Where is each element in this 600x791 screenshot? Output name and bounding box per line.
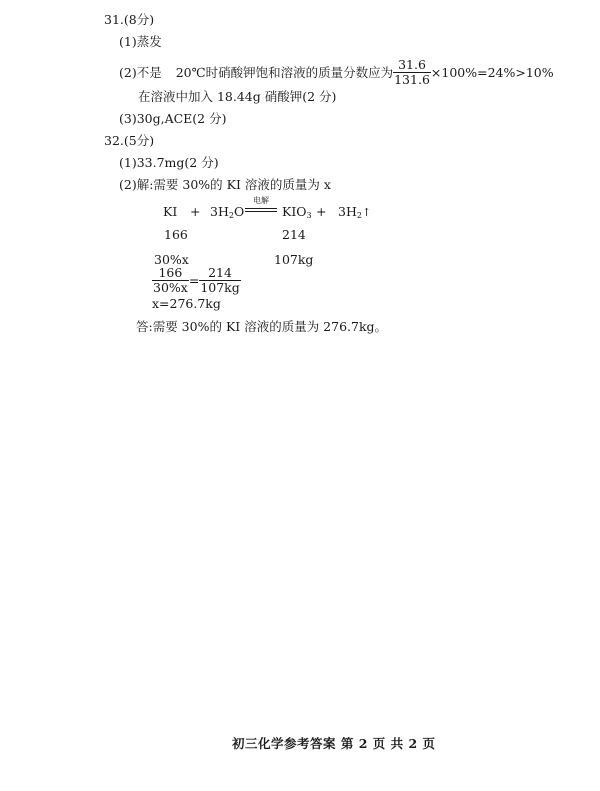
q32-part2: (2)解:需要 30%的 KI 溶液的质量为 x [119, 177, 331, 192]
q31-header: 31.(8分) [104, 12, 155, 27]
q32-part1: (1)33.7mg(2 分) [119, 155, 219, 170]
eq-plus-2: + [316, 204, 327, 219]
q31-part2-suffix: ×100%=24%>10% [430, 64, 554, 80]
page-footer: 初三化学参考答案 第 2 页 共 2 页 [232, 736, 436, 751]
q31-part2-main: 20℃时硝酸钾饱和溶液的质量分数应为 [175, 64, 394, 80]
result-line: x=276.7kg [152, 296, 221, 311]
q31-fraction [393, 58, 431, 88]
eq-condition-label: 电解 [253, 196, 269, 205]
gas-arrow-icon: ↑ [361, 206, 372, 219]
q31-part2 [119, 58, 554, 88]
q31-fraction-numerator: 31.6 [393, 58, 431, 73]
q31-part3: (3)30g,ACE(2 分) [119, 111, 227, 126]
molar-mass-kio3: 214 [282, 227, 306, 242]
q31-part2-line2: 在溶液中加入 18.44g 硝酸钾(2 分) [138, 89, 337, 104]
answer-line: 答:需要 30%的 KI 溶液的质量为 276.7kg。 [136, 319, 388, 334]
q31-part2-prefix: (2)不是 [119, 64, 162, 80]
q31-fraction-denominator: 131.6 [394, 72, 430, 88]
eq-h2: $3H_2↑$ [338, 204, 372, 220]
proportion-den-2: 107kg [200, 280, 240, 296]
q31-part1: (1)蒸发 [119, 34, 162, 49]
eq-ki: KI [163, 204, 178, 219]
q32-header: 32.(5分) [104, 133, 155, 148]
eq-h2o: $3H_2O$ [210, 204, 245, 220]
eq-kio3: $KIO_3$ [282, 204, 312, 220]
eq-plus-1: + [190, 204, 201, 219]
eq-electrolysis-sign [245, 196, 277, 217]
given-ki-mass: 30%x [154, 252, 189, 267]
molar-mass-ki: 166 [164, 227, 188, 242]
proportion-num-2: 214 [199, 266, 240, 281]
proportion-den-1: 30%x [153, 280, 188, 296]
proportion-num-1: 166 [152, 266, 189, 281]
proportion [152, 266, 241, 296]
given-kio3-mass: 107kg [274, 252, 314, 267]
proportion-equals: = [188, 272, 200, 288]
